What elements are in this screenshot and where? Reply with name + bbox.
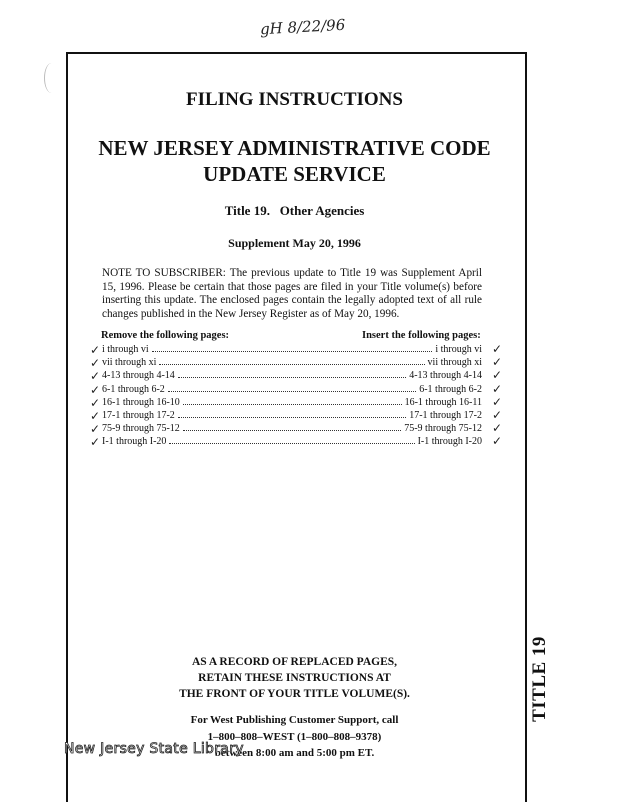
library-stamp: New Jersey State Library (64, 741, 244, 757)
remove-range: vii through xi (102, 357, 157, 369)
check-mark-icon: ✓ (90, 408, 101, 423)
insert-pages-header: Insert the following pages: (362, 330, 481, 341)
remove-range: 16-1 through 16-10 (102, 396, 180, 408)
remove-range: i through vi (102, 344, 149, 355)
side-title-text: TITLE 19 (529, 636, 550, 722)
remove-range: 75-9 through 75-12 (102, 423, 180, 435)
remove-range: 6-1 through 6-2 (102, 383, 165, 395)
dot-leader (183, 423, 401, 431)
record-line-1: AS A RECORD OF REPLACED PAGES, (191, 656, 398, 668)
supplement-date: Supplement May 20, 1996 (228, 236, 361, 250)
check-mark-icon: ✓ (491, 342, 502, 356)
check-mark-icon: ✓ (491, 368, 502, 383)
remove-range: 4-13 through 4-14 (102, 370, 175, 382)
check-mark-icon: ✓ (491, 421, 502, 436)
insert-range: 4-13 through 4-14 (409, 370, 482, 382)
support-line-1: For West Publishing Customer Support, call (190, 714, 399, 726)
check-mark-icon: ✓ (491, 434, 502, 449)
dot-leader (168, 384, 416, 392)
filing-instructions-heading: FILING INSTRUCTIONS (186, 89, 403, 110)
insert-range: 17-1 through 17-2 (409, 409, 482, 421)
code-title-block (66, 135, 523, 187)
code-title-line-1: NEW JERSEY ADMINISTRATIVE CODE (98, 136, 491, 160)
dot-leader (178, 410, 406, 418)
record-instructions (66, 654, 523, 702)
dot-leader (159, 357, 424, 365)
insert-range: i through vi (435, 344, 482, 355)
remove-range: I-1 through I-20 (102, 436, 167, 448)
code-title-line-2: UPDATE SERVICE (203, 162, 386, 186)
insert-range: 75-9 through 75-12 (404, 423, 482, 435)
check-mark-icon: ✓ (491, 407, 502, 422)
insert-range: I-1 through I-20 (417, 436, 482, 448)
remove-pages-header: Remove the following pages: (101, 330, 230, 341)
dot-leader (152, 344, 433, 352)
check-mark-icon: ✓ (491, 381, 502, 396)
page-row (90, 421, 502, 437)
check-mark-icon: ✓ (90, 343, 101, 357)
page-row (90, 407, 502, 423)
insert-range: 6-1 through 6-2 (419, 383, 482, 395)
record-line-3: THE FRONT OF YOUR TITLE VOLUME(S). (179, 688, 410, 700)
page-row (90, 394, 502, 410)
check-mark-icon: ✓ (90, 369, 101, 384)
check-mark-icon: ✓ (491, 355, 502, 370)
page-row (90, 368, 502, 384)
check-mark-icon: ✓ (90, 382, 101, 397)
check-mark-icon: ✓ (90, 435, 101, 450)
handwritten-note: gH 8/22/96 (259, 15, 346, 39)
page-row (90, 434, 502, 450)
check-mark-icon: ✓ (90, 395, 101, 410)
subscriber-note: NOTE TO SUBSCRIBER: The previous update to Title 19 was Supplement April 15, 1996. Please be certain that those pages are filed in your Title volume(s) before inserting this update. The enclosed pages contain the legally adopted text of all rule changes published in the New Jersey Register as of May 20, 1996. (102, 267, 482, 320)
page-list (90, 342, 502, 450)
dot-leader (169, 436, 414, 444)
remove-range: 17-1 through 17-2 (102, 409, 175, 421)
page-row (90, 342, 502, 357)
support-hours: between 8:00 am and 5:00 pm ET. (214, 747, 375, 759)
dot-leader (183, 397, 402, 405)
page-row (90, 381, 502, 397)
check-mark-icon: ✓ (491, 394, 502, 409)
insert-range: vii through xi (427, 357, 482, 369)
dot-leader (178, 370, 406, 378)
side-title-tab (520, 630, 550, 720)
title-line: Title 19. Other Agencies (224, 203, 365, 218)
check-mark-icon: ✓ (90, 422, 101, 437)
page-row (90, 355, 502, 371)
margin-mark (44, 63, 59, 93)
insert-range: 16-1 through 16-11 (404, 396, 482, 408)
support-phone: 1–800–808–WEST (1–800–808–9378) (207, 730, 382, 743)
check-mark-icon: ✓ (90, 356, 101, 371)
record-line-2: RETAIN THESE INSTRUCTIONS AT (198, 672, 391, 684)
